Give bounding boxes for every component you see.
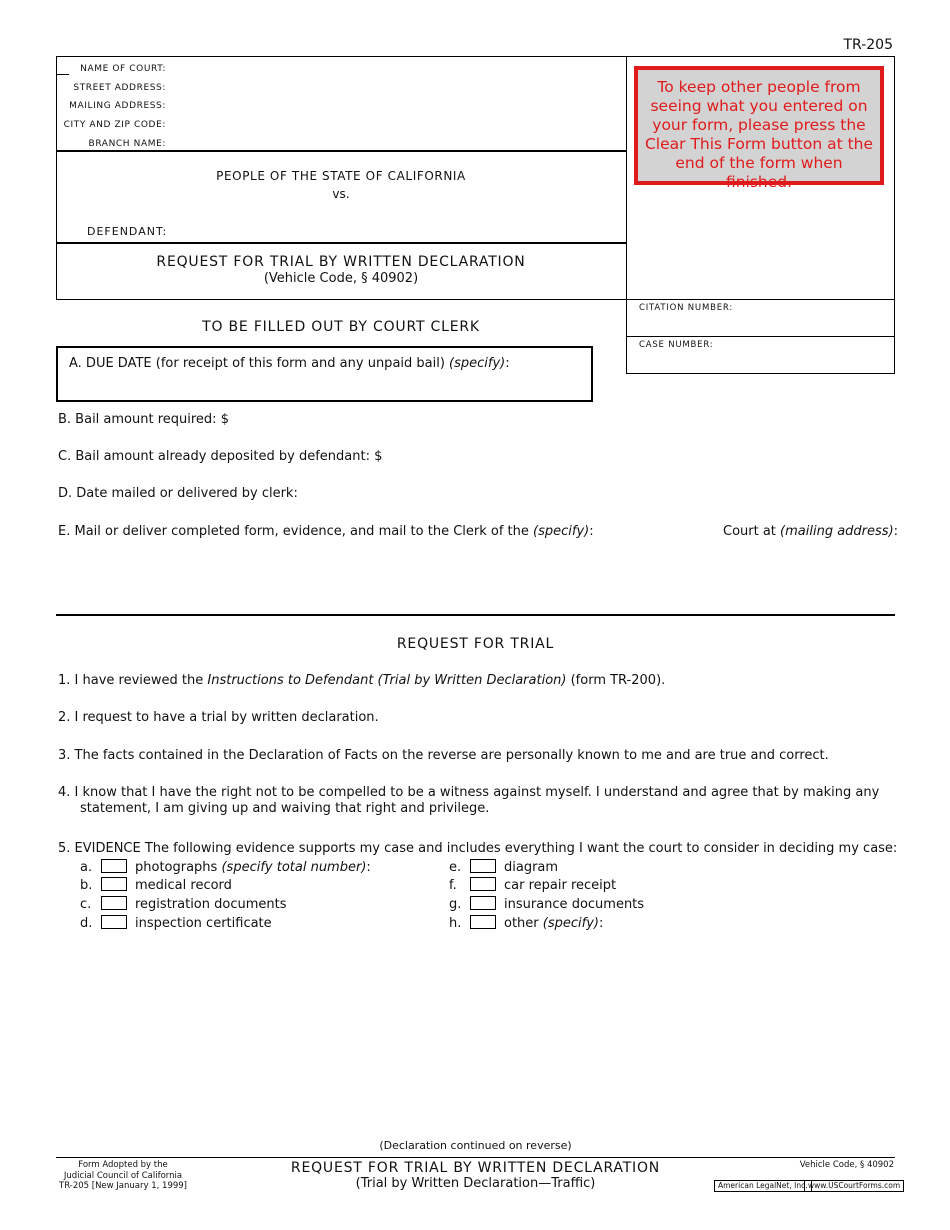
item-2: 2. I request to have a trial by written declaration. — [58, 710, 379, 725]
mailing-address-label: MAILING ADDRESS: — [69, 101, 166, 112]
evidence-e-checkbox[interactable] — [470, 859, 496, 873]
case-divider — [626, 373, 895, 374]
bail-deposited-label: C. Bail amount already deposited by defendant: $ — [58, 449, 383, 464]
footer-subtitle: (Trial by Written Declaration—Traffic) — [355, 1176, 596, 1191]
evidence-b-checkbox[interactable] — [101, 877, 127, 891]
evidence-e-label: diagram — [504, 860, 559, 875]
evidence-f-letter: f. — [449, 878, 457, 893]
uscourtforms-stamp: www.USCourtForms.com — [804, 1180, 904, 1192]
footer-code: Vehicle Code, § 40902 — [799, 1160, 894, 1170]
defendant-label: DEFENDANT: — [87, 225, 168, 238]
evidence-g-label: insurance documents — [504, 897, 645, 912]
adopted-line-3: TR-205 [New January 1, 1999] — [59, 1181, 187, 1191]
evidence-f-label: car repair receipt — [504, 878, 617, 893]
bail-required-label: B. Bail amount required: $ — [58, 412, 229, 427]
item-4-line-2: statement, I am giving up and waiving that right and privilege. — [80, 801, 490, 816]
evidence-g-letter: g. — [449, 897, 462, 912]
people-label: PEOPLE OF THE STATE OF CALIFORNIA — [216, 169, 466, 183]
city-zip-label: CITY AND ZIP CODE: — [63, 120, 166, 131]
header-right-border — [894, 56, 895, 374]
case-number-label: CASE NUMBER: — [639, 340, 714, 350]
item-5-evidence: 5. EVIDENCE The following evidence supports my case and includes everything I want the court to consider in deciding my case: — [58, 841, 898, 856]
evidence-h-checkbox[interactable] — [470, 915, 496, 929]
defendant-divider — [56, 242, 627, 244]
evidence-a-label: photographs (specify total number): — [135, 860, 371, 875]
evidence-c-label: registration documents — [135, 897, 287, 912]
due-date-box[interactable] — [56, 346, 593, 402]
citation-divider — [626, 336, 895, 337]
evidence-b-letter: b. — [80, 878, 93, 893]
clerk-heading: TO BE FILLED OUT BY COURT CLERK — [202, 319, 480, 335]
court-at-label: Court at (mailing address): — [723, 524, 899, 539]
evidence-a-letter: a. — [80, 860, 93, 875]
footer-divider — [56, 1157, 895, 1158]
date-mailed-label: D. Date mailed or delivered by clerk: — [58, 486, 298, 501]
mail-clerk-label: E. Mail or deliver completed form, evidence, and mail to the Clerk of the (specify): — [58, 524, 594, 539]
evidence-g-checkbox[interactable] — [470, 896, 496, 910]
adopted-line-2: Judicial Council of California — [63, 1170, 183, 1181]
evidence-d-letter: d. — [80, 916, 93, 931]
evidence-h-label: other (specify): — [504, 916, 604, 931]
form-subtitle: (Vehicle Code, § 40902) — [263, 271, 419, 286]
section-divider — [56, 614, 895, 616]
evidence-c-checkbox[interactable] — [101, 896, 127, 910]
street-address-label: STREET ADDRESS: — [73, 82, 166, 93]
header-top-border — [56, 56, 895, 57]
evidence-d-checkbox[interactable] — [101, 915, 127, 929]
evidence-h-letter: h. — [449, 916, 462, 931]
legalnet-stamp: American LegalNet, Inc. — [714, 1180, 812, 1192]
request-heading: REQUEST FOR TRIAL — [396, 636, 555, 652]
court-name-label: NAME OF COURT: — [80, 64, 166, 74]
evidence-f-checkbox[interactable] — [470, 877, 496, 891]
evidence-c-letter: c. — [80, 897, 92, 912]
evidence-d-label: inspection certificate — [135, 916, 272, 931]
form-id: TR-205 — [843, 37, 893, 53]
item-4-line-1: 4. I know that I have the right not to be compelled to be a witness against myself. I understand and agree that by making any — [58, 785, 880, 800]
branch-name-label: BRANCH NAME: — [88, 138, 166, 149]
evidence-b-label: medical record — [135, 878, 232, 893]
form-title: REQUEST FOR TRIAL BY WRITTEN DECLARATION — [156, 254, 526, 270]
evidence-e-letter: e. — [449, 860, 462, 875]
adopted-line-1: Form Adopted by the — [78, 1160, 168, 1170]
item-3: 3. The facts contained in the Declaration of Facts on the reverse are personally known to me and are true and correct. — [58, 748, 829, 763]
item-1: 1. I have reviewed the Instructions to Defendant (Trial by Written Declaration) (form TR-200). — [58, 673, 666, 688]
footer-title: REQUEST FOR TRIAL BY WRITTEN DECLARATION — [290, 1160, 661, 1176]
clear-form-notice: To keep other people from seeing what you entered on your form, please press the Clear This Form button at the end of the form when finished. — [634, 66, 884, 185]
title-divider — [56, 299, 895, 300]
due-date-label: A. DUE DATE (for receipt of this form and any unpaid bail) (specify): — [69, 356, 510, 371]
court-fields — [64, 60, 166, 154]
evidence-a-checkbox[interactable] — [101, 859, 127, 873]
continued-note: (Declaration continued on reverse) — [379, 1139, 572, 1152]
citation-number-label: CITATION NUMBER: — [639, 303, 734, 313]
header-middle-border — [626, 56, 627, 374]
vs-label: vs. — [332, 187, 350, 201]
